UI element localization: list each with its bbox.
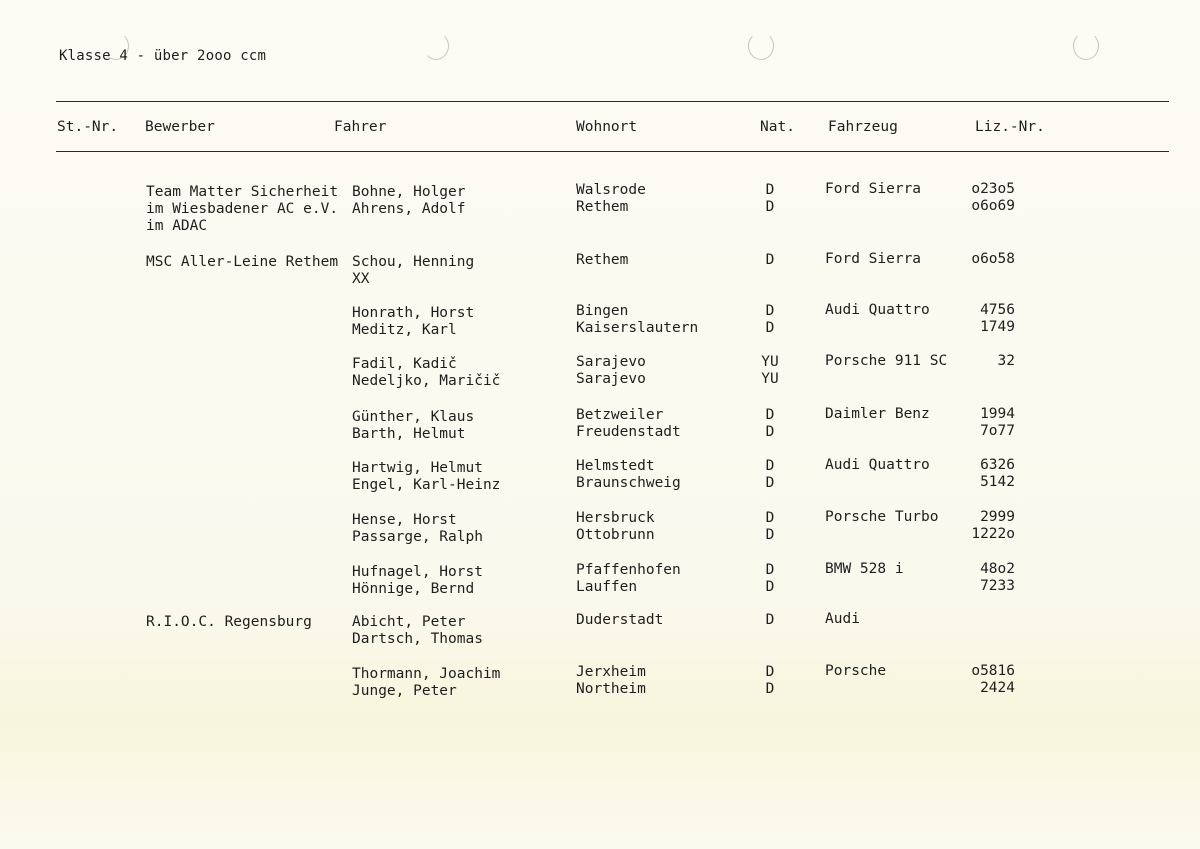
liz-nr-cell: 1749: [980, 319, 1015, 335]
wohnort-cell: Duderstadt: [576, 612, 664, 628]
wohnort-cell: Rethem: [576, 252, 629, 268]
fahrer-cell: Hönnige, Bernd: [352, 581, 475, 597]
wohnort-cell: Kaiserslautern: [576, 320, 699, 336]
column-header-nat: Nat.: [760, 119, 795, 135]
punch-hole-icon: [423, 32, 449, 60]
liz-nr-cell: o23o5: [971, 181, 1015, 197]
fahrzeug-cell: Ford Sierra: [825, 251, 922, 267]
wohnort-cell: Ottobrunn: [576, 527, 655, 543]
bewerber-cell: MSC Aller-Leine Rethem: [146, 254, 339, 270]
fahrer-cell: Hufnagel, Horst: [352, 564, 483, 580]
nat-cell: D: [765, 458, 775, 474]
column-header-st-nr: St.-Nr.: [57, 119, 119, 135]
fahrer-cell: Schou, Henning: [352, 254, 475, 270]
fahrzeug-cell: Audi Quattro: [825, 302, 930, 318]
nat-cell: D: [765, 664, 775, 680]
bewerber-cell: R.I.O.C. Regensburg: [146, 614, 312, 630]
fahrer-cell: Meditz, Karl: [352, 322, 457, 338]
column-header-fahrzeug: Fahrzeug: [828, 119, 898, 135]
liz-nr-cell: 7233: [980, 578, 1015, 594]
fahrzeug-cell: BMW 528 i: [825, 561, 904, 577]
header-bottom-rule: [56, 151, 1169, 152]
fahrer-cell: Thormann, Joachim: [352, 666, 501, 682]
fahrer-cell: Honrath, Horst: [352, 305, 475, 321]
nat-cell: D: [765, 252, 775, 268]
wohnort-cell: Braunschweig: [576, 475, 681, 491]
fahrzeug-cell: Audi Quattro: [825, 457, 930, 473]
bewerber-cell: Team Matter Sicherheit: [146, 184, 339, 200]
column-header-bewerber: Bewerber: [145, 119, 215, 135]
nat-cell: D: [765, 612, 775, 628]
column-header-fahrer: Fahrer: [334, 119, 387, 135]
document-title: Klasse 4 - über 2ooo ccm: [59, 48, 267, 64]
bewerber-cell: im Wiesbadener AC e.V.: [146, 201, 339, 217]
liz-nr-cell: 7o77: [980, 423, 1015, 439]
header-top-rule: [56, 101, 1169, 102]
liz-nr-cell: 1994: [980, 406, 1015, 422]
wohnort-cell: Lauffen: [576, 579, 638, 595]
liz-nr-cell: o6o58: [971, 251, 1015, 267]
fahrzeug-cell: Porsche Turbo: [825, 509, 939, 525]
wohnort-cell: Hersbruck: [576, 510, 655, 526]
fahrer-cell: Dartsch, Thomas: [352, 631, 483, 647]
wohnort-cell: Jerxheim: [576, 664, 646, 680]
nat-cell: D: [765, 579, 775, 595]
liz-nr-cell: 4756: [980, 302, 1015, 318]
nat-cell: YU: [761, 371, 779, 387]
liz-nr-cell: o5816: [971, 663, 1015, 679]
nat-cell: D: [765, 320, 775, 336]
liz-nr-cell: 2999: [980, 509, 1015, 525]
fahrzeug-cell: Porsche: [825, 663, 887, 679]
liz-nr-cell: 1222o: [971, 526, 1015, 542]
column-header-liz-nr: Liz.-Nr.: [975, 119, 1045, 135]
fahrer-cell: Engel, Karl-Heinz: [352, 477, 501, 493]
nat-cell: D: [765, 182, 775, 198]
fahrzeug-cell: Audi: [825, 611, 860, 627]
liz-nr-cell: 48o2: [980, 561, 1015, 577]
fahrer-cell: Junge, Peter: [352, 683, 457, 699]
nat-cell: D: [765, 407, 775, 423]
wohnort-cell: Northeim: [576, 681, 646, 697]
nat-cell: D: [765, 562, 775, 578]
fahrer-cell: Fadil, Kadič: [352, 356, 457, 372]
fahrer-cell: Ahrens, Adolf: [352, 201, 466, 217]
fahrer-cell: Passarge, Ralph: [352, 529, 483, 545]
fahrzeug-cell: Porsche 911 SC: [825, 353, 948, 369]
wohnort-cell: Helmstedt: [576, 458, 655, 474]
fahrer-cell: Abicht, Peter: [352, 614, 466, 630]
nat-cell: D: [765, 475, 775, 491]
wohnort-cell: Pfaffenhofen: [576, 562, 681, 578]
liz-nr-cell: 32: [997, 353, 1015, 369]
liz-nr-cell: 2424: [980, 680, 1015, 696]
wohnort-cell: Betzweiler: [576, 407, 664, 423]
nat-cell: D: [765, 199, 775, 215]
fahrer-cell: Barth, Helmut: [352, 426, 466, 442]
nat-cell: D: [765, 303, 775, 319]
wohnort-cell: Rethem: [576, 199, 629, 215]
nat-cell: D: [765, 681, 775, 697]
fahrer-cell: Bohne, Holger: [352, 184, 466, 200]
nat-cell: YU: [761, 354, 779, 370]
column-header-wohnort: Wohnort: [576, 119, 638, 135]
punch-hole-icon: [748, 32, 774, 60]
liz-nr-cell: 6326: [980, 457, 1015, 473]
wohnort-cell: Freudenstadt: [576, 424, 681, 440]
nat-cell: D: [765, 510, 775, 526]
punch-hole-icon: [1073, 32, 1099, 60]
liz-nr-cell: 5142: [980, 474, 1015, 490]
fahrzeug-cell: Daimler Benz: [825, 406, 930, 422]
fahrer-cell: XX: [352, 271, 370, 287]
fahrer-cell: Günther, Klaus: [352, 409, 475, 425]
nat-cell: D: [765, 527, 775, 543]
bewerber-cell: im ADAC: [146, 218, 208, 234]
liz-nr-cell: o6o69: [971, 198, 1015, 214]
fahrer-cell: Hense, Horst: [352, 512, 457, 528]
fahrzeug-cell: Ford Sierra: [825, 181, 922, 197]
nat-cell: D: [765, 424, 775, 440]
wohnort-cell: Bingen: [576, 303, 629, 319]
wohnort-cell: Sarajevo: [576, 354, 646, 370]
wohnort-cell: Sarajevo: [576, 371, 646, 387]
fahrer-cell: Hartwig, Helmut: [352, 460, 483, 476]
fahrer-cell: Nedeljko, Maričič: [352, 373, 501, 389]
wohnort-cell: Walsrode: [576, 182, 646, 198]
